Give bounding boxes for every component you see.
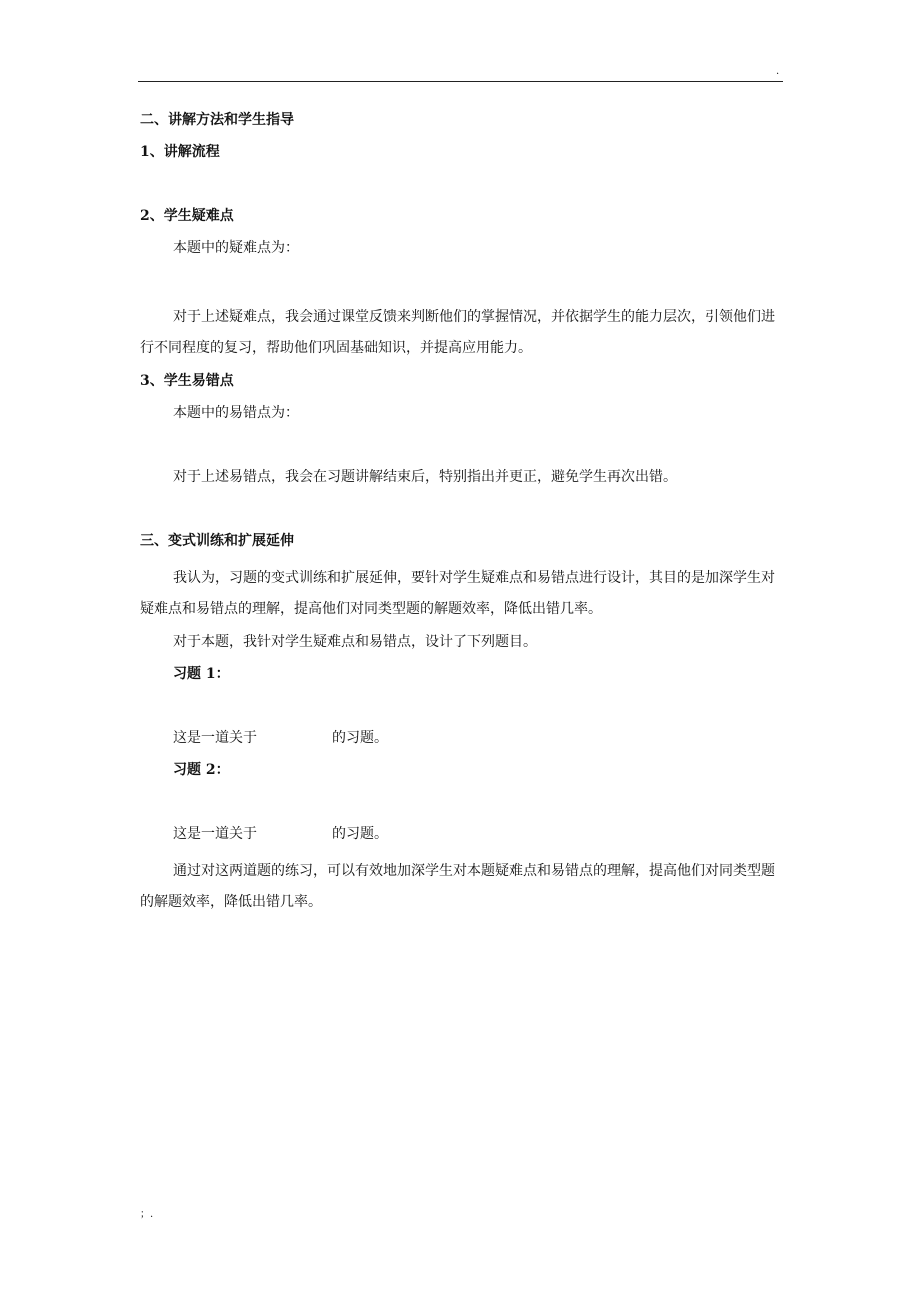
section-2-title: 二、讲解方法和学生指导 [140, 112, 294, 128]
exercise-1-title: 习题 1： [173, 666, 230, 682]
document-body [140, 110, 783, 918]
conclusion-paragraph: 通过对这两道题的练习，可以有效地加深学生对本题疑难点和易错点的理解，提高他们对同类型题的解题效率，降低出错几率。 [140, 863, 775, 910]
header-rule [138, 81, 783, 82]
exercise-1-prefix: 这是一道关于 [173, 730, 257, 746]
exercise-2-prefix: 这是一道关于 [173, 826, 257, 842]
design-statement: 对于本题，我针对学生疑难点和易错点，设计了下列题目。 [173, 634, 537, 650]
exercise-1-suffix: 的习题。 [332, 730, 388, 746]
exercise-2-suffix: 的习题。 [332, 826, 388, 842]
exercise-2-line [140, 824, 783, 844]
section-3-title: 三、变式训练和扩展延伸 [140, 533, 294, 549]
error-intro: 本题中的易错点为： [173, 405, 299, 421]
header-mark: . [776, 66, 780, 77]
error-body: 对于上述易错点，我会在习题讲解结束后，特别指出并更正，避免学生再次出错。 [173, 469, 677, 485]
difficulty-body: 对于上述疑难点，我会通过课堂反馈来判断他们的掌握情况，并依据学生的能力层次，引领他们进行不同程度的复习，帮助他们巩固基础知识，并提高应用能力。 [140, 309, 775, 356]
exercise-2-title: 习题 2： [173, 762, 230, 778]
footer-mark: ；. [140, 1209, 154, 1220]
exercise-1-line [140, 728, 783, 748]
variant-training-paragraph: 我认为，习题的变式训练和扩展延伸，要针对学生疑难点和易错点进行设计，其目的是加深学生对疑难点和易错点的理解，提高他们对同类型题的解题效率，降低出错几率。 [140, 570, 775, 617]
subsection-2-2-title: 2、学生疑难点 [140, 208, 234, 224]
subsection-2-1-title: 1、讲解流程 [140, 144, 220, 160]
difficulty-intro: 本题中的疑难点为： [173, 240, 299, 256]
subsection-2-3-title: 3、学生易错点 [140, 373, 234, 389]
